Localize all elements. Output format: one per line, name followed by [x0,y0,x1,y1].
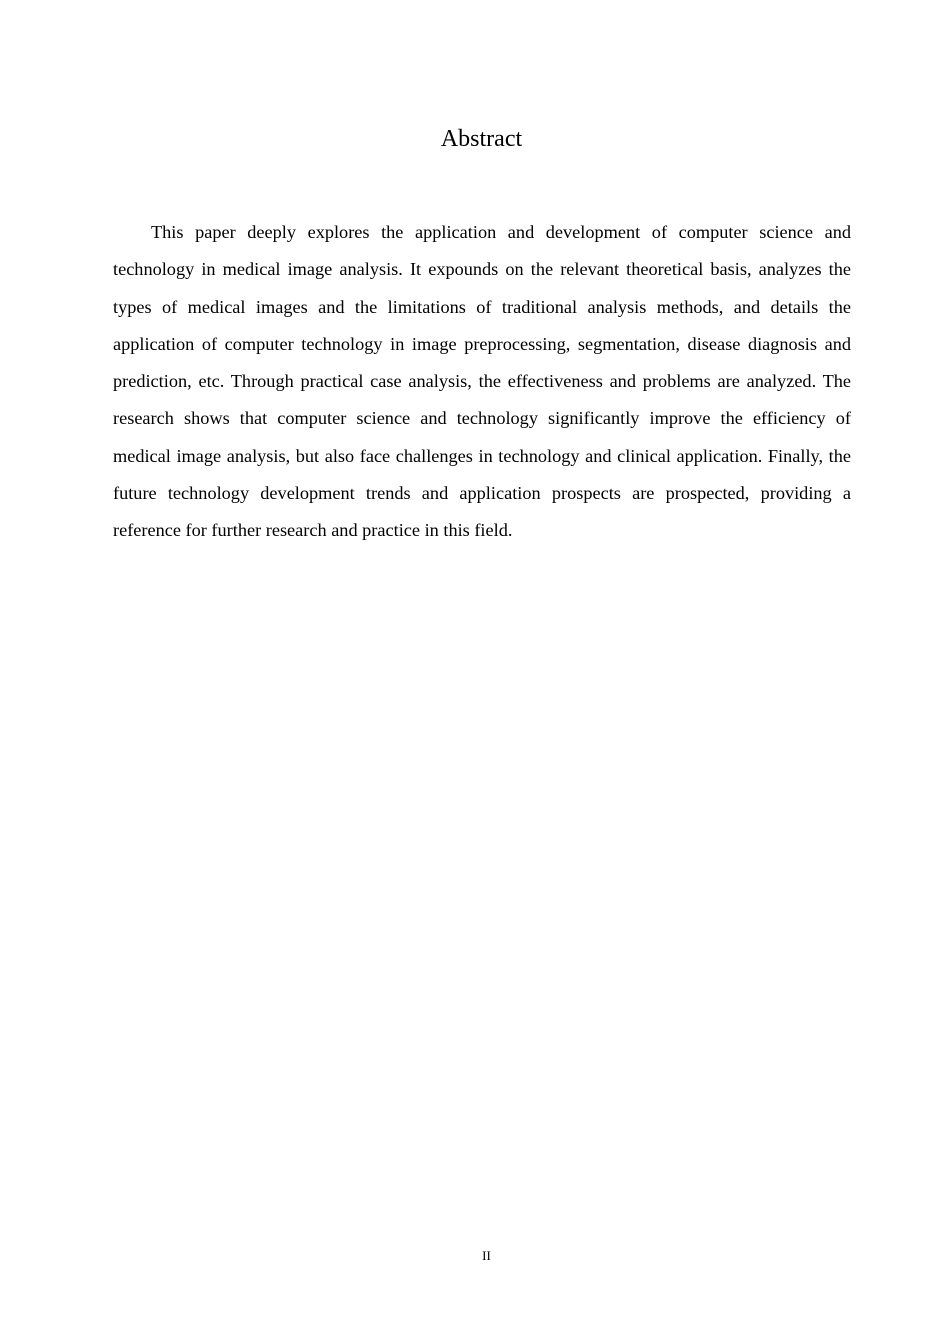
abstract-paragraph: This paper deeply explores the application and development of computer science and technology in medical image analysis. It expounds on the relevant theoretical basis, analyzes the types of medical images and the limitations of traditional analysis methods, and details the application of computer technology in image preprocessing, segmentation, disease diagnosis and prediction, etc. Through practical case analysis, the effectiveness and problems are analyzed. The research shows that computer science and technology significantly improve the efficiency of medical image analysis, but also face challenges in technology and clinical application. Finally, the future technology development trends and application prospects are prospected, providing a reference for further research and practice in this field. [113,222,851,541]
page-number: II [482,1248,491,1263]
abstract-heading: Abstract [440,126,523,152]
